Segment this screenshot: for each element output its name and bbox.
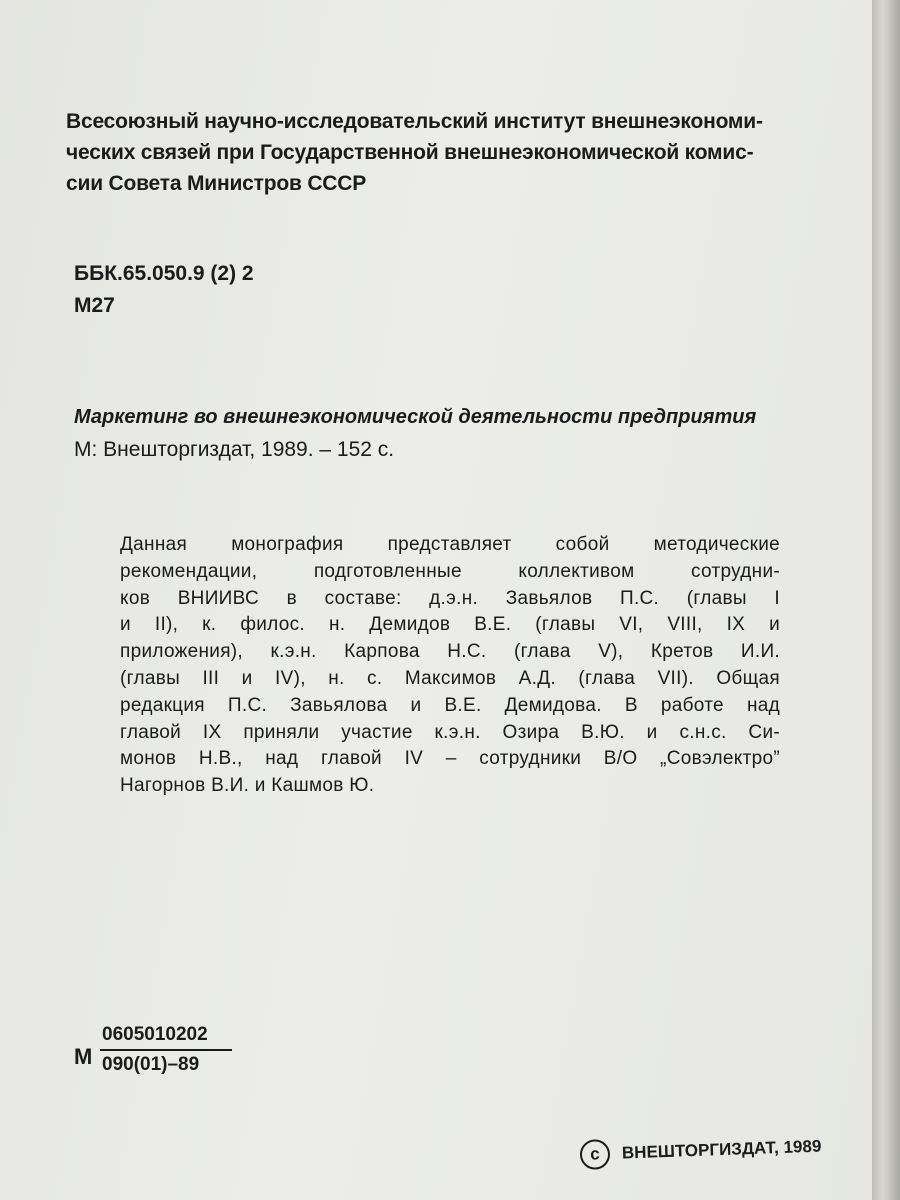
classification-block — [74, 258, 254, 322]
author-mark: М27 — [74, 294, 115, 317]
abstract-line: Нагорнов В.И. и Кашмов Ю. — [120, 775, 375, 797]
copyright-text: ВНЕШТОРГИЗДАТ, 1989 — [621, 1136, 822, 1163]
institute-line: сии Совета Министров СССР — [66, 172, 367, 195]
abstract-line: главой IX приняли участие к.э.н. Озира В.Ю. и с.н.с. Си- — [120, 721, 780, 743]
abstract-line: (главы III и IV), н. с. Максимов А.Д. (глава VII). Общая — [120, 667, 780, 689]
abstract-line: рекомендации, подготовленные коллективом сотрудни- — [120, 560, 780, 582]
abstract-line: монов Н.В., над главой IV – сотрудники В/О „Совэлектро” — [120, 748, 780, 770]
abstract-line: приложения), к.э.н. Карпова Н.С. (глава V), Кретов И.И. — [120, 641, 780, 663]
institute-line: ческих связей при Государственной внешнеэкономической комис- — [66, 141, 754, 164]
bbk-code: ББК.65.050.9 (2) 2 — [74, 262, 254, 285]
page-edge — [872, 0, 900, 1200]
abstract-paragraph — [120, 532, 780, 800]
abstract-line: и II), к. филос. н. Демидов В.Е. (главы VI, VIII, IX и — [120, 614, 780, 636]
code-fraction-line — [100, 1049, 232, 1051]
institute-heading — [66, 106, 826, 199]
copyright-icon: c — [579, 1139, 610, 1170]
abstract-line: редакция П.С. Завьялова и В.Е. Демидова. В работе над — [120, 694, 780, 716]
book-imprint: М: Внешторгиздат, 1989. – 152 с. — [74, 438, 395, 461]
code-denominator: 090(01)–89 — [102, 1054, 200, 1075]
book-title: Маркетинг во внешнеэкономической деятельности предприятия — [74, 406, 757, 428]
institute-line: Всесоюзный научно-исследовательский институт внешнеэкономи- — [66, 110, 763, 133]
abstract-line: Данная монография представляет собой методические — [120, 534, 780, 555]
code-numerator: 0605010202 — [102, 1024, 208, 1045]
copyright-notice — [579, 1132, 821, 1170]
code-letter: М — [74, 1044, 93, 1069]
abstract-line: ков ВНИИВС в составе: д.э.н. Завьялов П.С. (главы I — [120, 587, 780, 609]
